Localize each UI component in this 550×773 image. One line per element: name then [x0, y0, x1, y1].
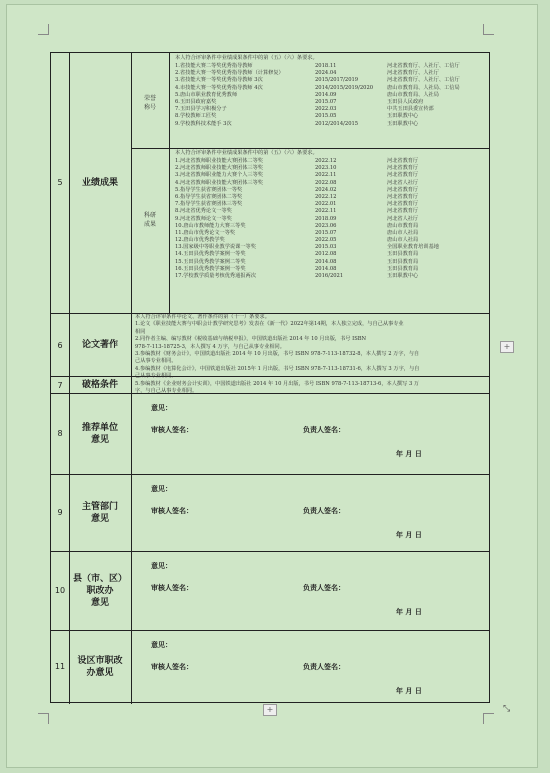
award-org: 玉田职教中心: [387, 273, 419, 279]
list-item: [175, 172, 487, 179]
list-item: [175, 77, 487, 84]
award-org: 唐山市教育局、人社局、工信局: [387, 84, 460, 91]
col-divider-title: [131, 53, 132, 704]
margin-corner-bottom-left: [38, 713, 49, 724]
row-title: [69, 422, 131, 446]
col-divider-sub: [169, 53, 170, 313]
award-org: 中共玉田县委宣传部: [387, 106, 434, 113]
award-org: 河北省教育厅、人社厅、工信厅: [387, 77, 460, 84]
row-number: 6: [57, 341, 63, 350]
row-title-line: 办意见: [86, 668, 114, 678]
reviewer-signature-label: 审核人签名：: [151, 663, 193, 671]
award-org: 玉田职教中心: [387, 120, 419, 127]
award-year: 2024.02: [315, 186, 337, 193]
list-item: [175, 273, 487, 280]
award-year: 2022.05: [315, 237, 337, 244]
table-resize-handle-icon[interactable]: ⤡: [503, 704, 511, 714]
award-org: 河北省教育厅、人社厅、工信厅: [387, 63, 460, 69]
list-item: [175, 230, 487, 237]
row-title: [69, 655, 131, 679]
paper-line: 978-7-113-18725-3，本人撰写 4 万字，与自己从事专业相同。: [135, 343, 285, 350]
award-year: 2022.11: [315, 172, 337, 179]
paper-line: 己从事专业相同。: [135, 373, 177, 380]
award-org: 河北省教育厅: [387, 165, 419, 172]
award-year: 2022.12: [315, 158, 337, 164]
margin-corner-top-left: [38, 24, 49, 35]
award-year: 2014.08: [315, 265, 337, 272]
award-org: 河北省教育厅: [387, 158, 419, 164]
list-item: [175, 223, 487, 230]
award-name: 16.玉田县优秀教学案例一等奖: [175, 265, 246, 272]
paper-line: 己从事专业相同。: [135, 358, 177, 365]
award-name: 11.唐山市优秀论文一等奖: [175, 229, 236, 236]
award-name: 8.河北省优秀论文一等奖: [175, 208, 232, 215]
award-org: 河北省教育厅、人社厅: [387, 70, 439, 77]
award-year: 2022.03: [315, 106, 337, 113]
honor-intro: 本人符合评审条件中业绩成果条件中的第（五）（六）条要求。: [175, 55, 318, 61]
date-label: 年 月 日: [396, 531, 422, 539]
reviewer-signature-label: 审核人签名：: [151, 584, 193, 592]
opinion-label: 意见：: [151, 404, 172, 412]
award-org: 唐山市教育局: [387, 222, 419, 229]
honor-label: [131, 94, 169, 112]
award-org: 河北省人社厅: [387, 215, 419, 222]
opinion-label: 意见：: [151, 485, 172, 493]
award-org: 唐山市教育局、人社局: [387, 91, 439, 98]
award-year: 2018.09: [315, 215, 337, 222]
leader-signature-label: 负责人签名：: [303, 584, 345, 592]
date-label: 年 月 日: [396, 687, 422, 695]
honor-label-text: 荣誉称号: [143, 95, 156, 111]
add-row-bottom-plus-icon[interactable]: +: [263, 704, 277, 716]
award-year: 2015.07: [315, 229, 337, 236]
row-number: 5: [57, 178, 63, 187]
papers-text: [135, 314, 480, 395]
row-title: 业绩成果: [81, 178, 118, 188]
award-org: 河北省教育厅: [387, 201, 419, 208]
row-title-line: 主管部门: [81, 501, 118, 512]
margin-corner-top-right: [483, 24, 494, 35]
subrow-divider: [131, 148, 489, 149]
award-name: 12.唐山市优秀教学奖: [175, 237, 225, 244]
paper-line: 4.参编教材《电算化会计》，中国铁道出版社 2015年 1 月出版，书号 ISBN 978-7-113-18731-6，本人撰写 3 万字，与自: [135, 365, 420, 372]
award-org: 河北省教育厅: [387, 172, 419, 179]
award-year: 2012/2014/2015: [315, 120, 359, 127]
row-number: 7: [57, 381, 63, 390]
margin-corner-bottom-right: [483, 713, 494, 724]
award-year: 2018.11: [315, 63, 337, 69]
reviewer-signature-label: 审核人签名：: [151, 507, 193, 515]
row-number: 8: [57, 428, 63, 438]
award-name: 3.省技能大赛一等奖优秀指导教师 3次: [175, 77, 263, 84]
award-name: 4.河北省教师职业技能大赛团体三等奖: [175, 179, 263, 186]
row-title-line: 推荐单位: [81, 422, 118, 433]
award-name: 7.指导学生获省赛团体三等奖: [175, 201, 243, 208]
paper-line: 5.参编教材《企业财务会计实训》，中国铁道出版社 2014 年 10 月出版，书号 ISBN 978-7-113-18713-6，本人撰写 3 万: [135, 380, 420, 387]
award-name: 5.指导学生获省赛团体一等奖: [175, 186, 243, 193]
award-name: 1.省技能大赛二等奖优秀指导教师: [175, 63, 253, 69]
row-title: [69, 501, 131, 525]
list-item: [175, 266, 487, 273]
award-name: 4.市技能大赛一等奖优秀指导教师 4次: [175, 84, 263, 91]
award-name: 10.唐山市教师能力大赛三等奖: [175, 222, 246, 229]
date-label: 年 月 日: [396, 608, 422, 616]
list-item: [175, 113, 487, 120]
award-year: 2015.05: [315, 113, 337, 120]
award-name: 13.国家级中等职业教学说课一等奖: [175, 244, 256, 251]
date-label: 年 月 日: [396, 450, 422, 458]
row-title: 论文著作: [81, 340, 118, 350]
list-item: [175, 92, 487, 99]
award-org: 唐山市人社局: [387, 229, 419, 236]
award-year: 2015/2017/2019: [315, 77, 359, 84]
list-item: [175, 106, 487, 113]
award-name: 1.河北省教师职业技能大赛团体二等奖: [175, 158, 263, 164]
award-year: 2012.08: [315, 251, 337, 258]
paper-line: 1.论文《职业技能大赛与中职会计教学研究思考》发表在《新一代》2022年第14期，本人独立完成，与自己从事专业: [135, 321, 404, 328]
paper-line: 相同: [135, 328, 146, 335]
award-year: 2024.04: [315, 70, 337, 77]
row-divider-8: [51, 474, 489, 475]
award-org: 河北省教育厅: [387, 186, 419, 193]
row-title-line: 意见: [90, 597, 109, 608]
award-name: 2.省技能大赛一等奖优秀指导教师（计算修复）: [175, 70, 284, 77]
award-org: 玉田县教育局: [387, 258, 419, 265]
award-name: 15.玉田县优秀教学案例二等奖: [175, 258, 246, 265]
list-item: [175, 216, 487, 223]
award-year: 2015.03: [315, 244, 337, 251]
award-name: 8.学校教师工匠奖: [175, 113, 217, 120]
award-year: 2022.11: [315, 208, 337, 215]
row-title: [69, 573, 131, 609]
research-intro: 本人符合评审条件中业绩成果条件中的第（五）（六）条要求。: [175, 150, 318, 156]
row-title-line: 意见: [90, 434, 109, 445]
list-item: [175, 259, 487, 266]
evaluation-table: [50, 52, 490, 703]
list-item: [175, 251, 487, 258]
award-name: 17.学校教学质量考核优秀通报两次: [175, 273, 256, 279]
award-year: 2016/2021: [315, 273, 344, 279]
award-org: 玉田县教育局: [387, 265, 419, 272]
leader-signature-label: 负责人签名：: [303, 507, 345, 515]
row-divider-9: [51, 551, 489, 552]
list-item: [175, 208, 487, 215]
add-row-plus-icon[interactable]: +: [500, 341, 514, 353]
opinion-label: 意见：: [151, 562, 172, 570]
row-divider-10: [51, 630, 489, 631]
row-number: 11: [54, 662, 66, 671]
row-number: 9: [57, 507, 63, 517]
list-item: [175, 85, 487, 92]
award-org: 河北省人社厅: [387, 179, 419, 186]
award-year: 2014/2015/2019/2020: [315, 84, 374, 91]
award-year: 2023.10: [315, 165, 337, 172]
research-label: [131, 211, 169, 229]
row-number: 10: [54, 585, 66, 595]
research-list: [175, 158, 487, 280]
reviewer-signature-label: 审核人签名：: [151, 426, 193, 434]
opinion-label: 意见：: [151, 641, 172, 649]
research-label-text: 科研成果: [143, 212, 156, 228]
award-org: 河北省教育厅: [387, 193, 419, 200]
list-item: [175, 121, 487, 128]
leader-signature-label: 负责人签名：: [303, 663, 345, 671]
award-name: 6.玉田县政府嘉奖: [175, 98, 217, 105]
award-name: 2.河北省教师职业技能大赛团体三等奖: [175, 165, 263, 172]
award-name: 7.玉田县学习积极分子: [175, 106, 227, 113]
award-name: 6.指导学生获省赛团体二等奖: [175, 193, 243, 200]
award-org: 玉田县教育局: [387, 251, 419, 258]
row-title-line: 县（市、区）: [72, 573, 127, 584]
award-name: 9.河北省教师论文一等奖: [175, 215, 232, 222]
honor-list: [175, 63, 487, 128]
award-org: 河北省教育厅: [387, 208, 419, 215]
award-name: 5.唐山市职业教育优秀教师: [175, 91, 238, 98]
row-title-line: 设区市职改: [77, 656, 123, 666]
award-name: 14.玉田县优秀教学案例一等奖: [175, 251, 246, 258]
award-name: 3.河北省教师职业能力大赛个人三等奖: [175, 172, 263, 179]
award-year: 2022.08: [315, 179, 337, 186]
paper-line: 字，与自己从事专业相同。: [135, 388, 198, 395]
list-item: [175, 180, 487, 187]
row-title: 破格条件: [81, 380, 118, 390]
award-org: 玉田职教中心: [387, 113, 419, 120]
award-year: 2022.12: [315, 193, 337, 200]
row-title-line: 意见: [90, 513, 109, 524]
award-year: 2014.08: [315, 258, 337, 265]
award-year: 2015.07: [315, 98, 337, 105]
paper-line: 3.参编教材《财务会计》，中国铁道出版社 2014 年 10 月出版，书号 ISBN 978-7-113-18732-8，本人撰写 2 万字，与自: [135, 351, 420, 358]
award-org: 玉田县人民政府: [387, 98, 424, 105]
award-year: 2014.09: [315, 91, 337, 98]
award-name: 9.学校教科技术能手 3次: [175, 120, 232, 127]
paper-line: 2.同作者主编、编写教材《税收基础与纳税申报》，中国铁道出版社 2014 年 10 月出版，书号 ISBN: [135, 336, 367, 343]
leader-signature-label: 负责人签名：: [303, 426, 345, 434]
list-item: [175, 187, 487, 194]
award-year: 2022.01: [315, 201, 337, 208]
row-title-line: 职改办: [86, 585, 114, 596]
award-org: 全国职业教育培训基地: [387, 244, 439, 251]
award-year: 2023.06: [315, 222, 337, 229]
paper-line: 本人符合评审条件中论文、著作条件的第（十一）条要求。: [135, 314, 270, 320]
award-org: 唐山市人社局: [387, 237, 419, 244]
